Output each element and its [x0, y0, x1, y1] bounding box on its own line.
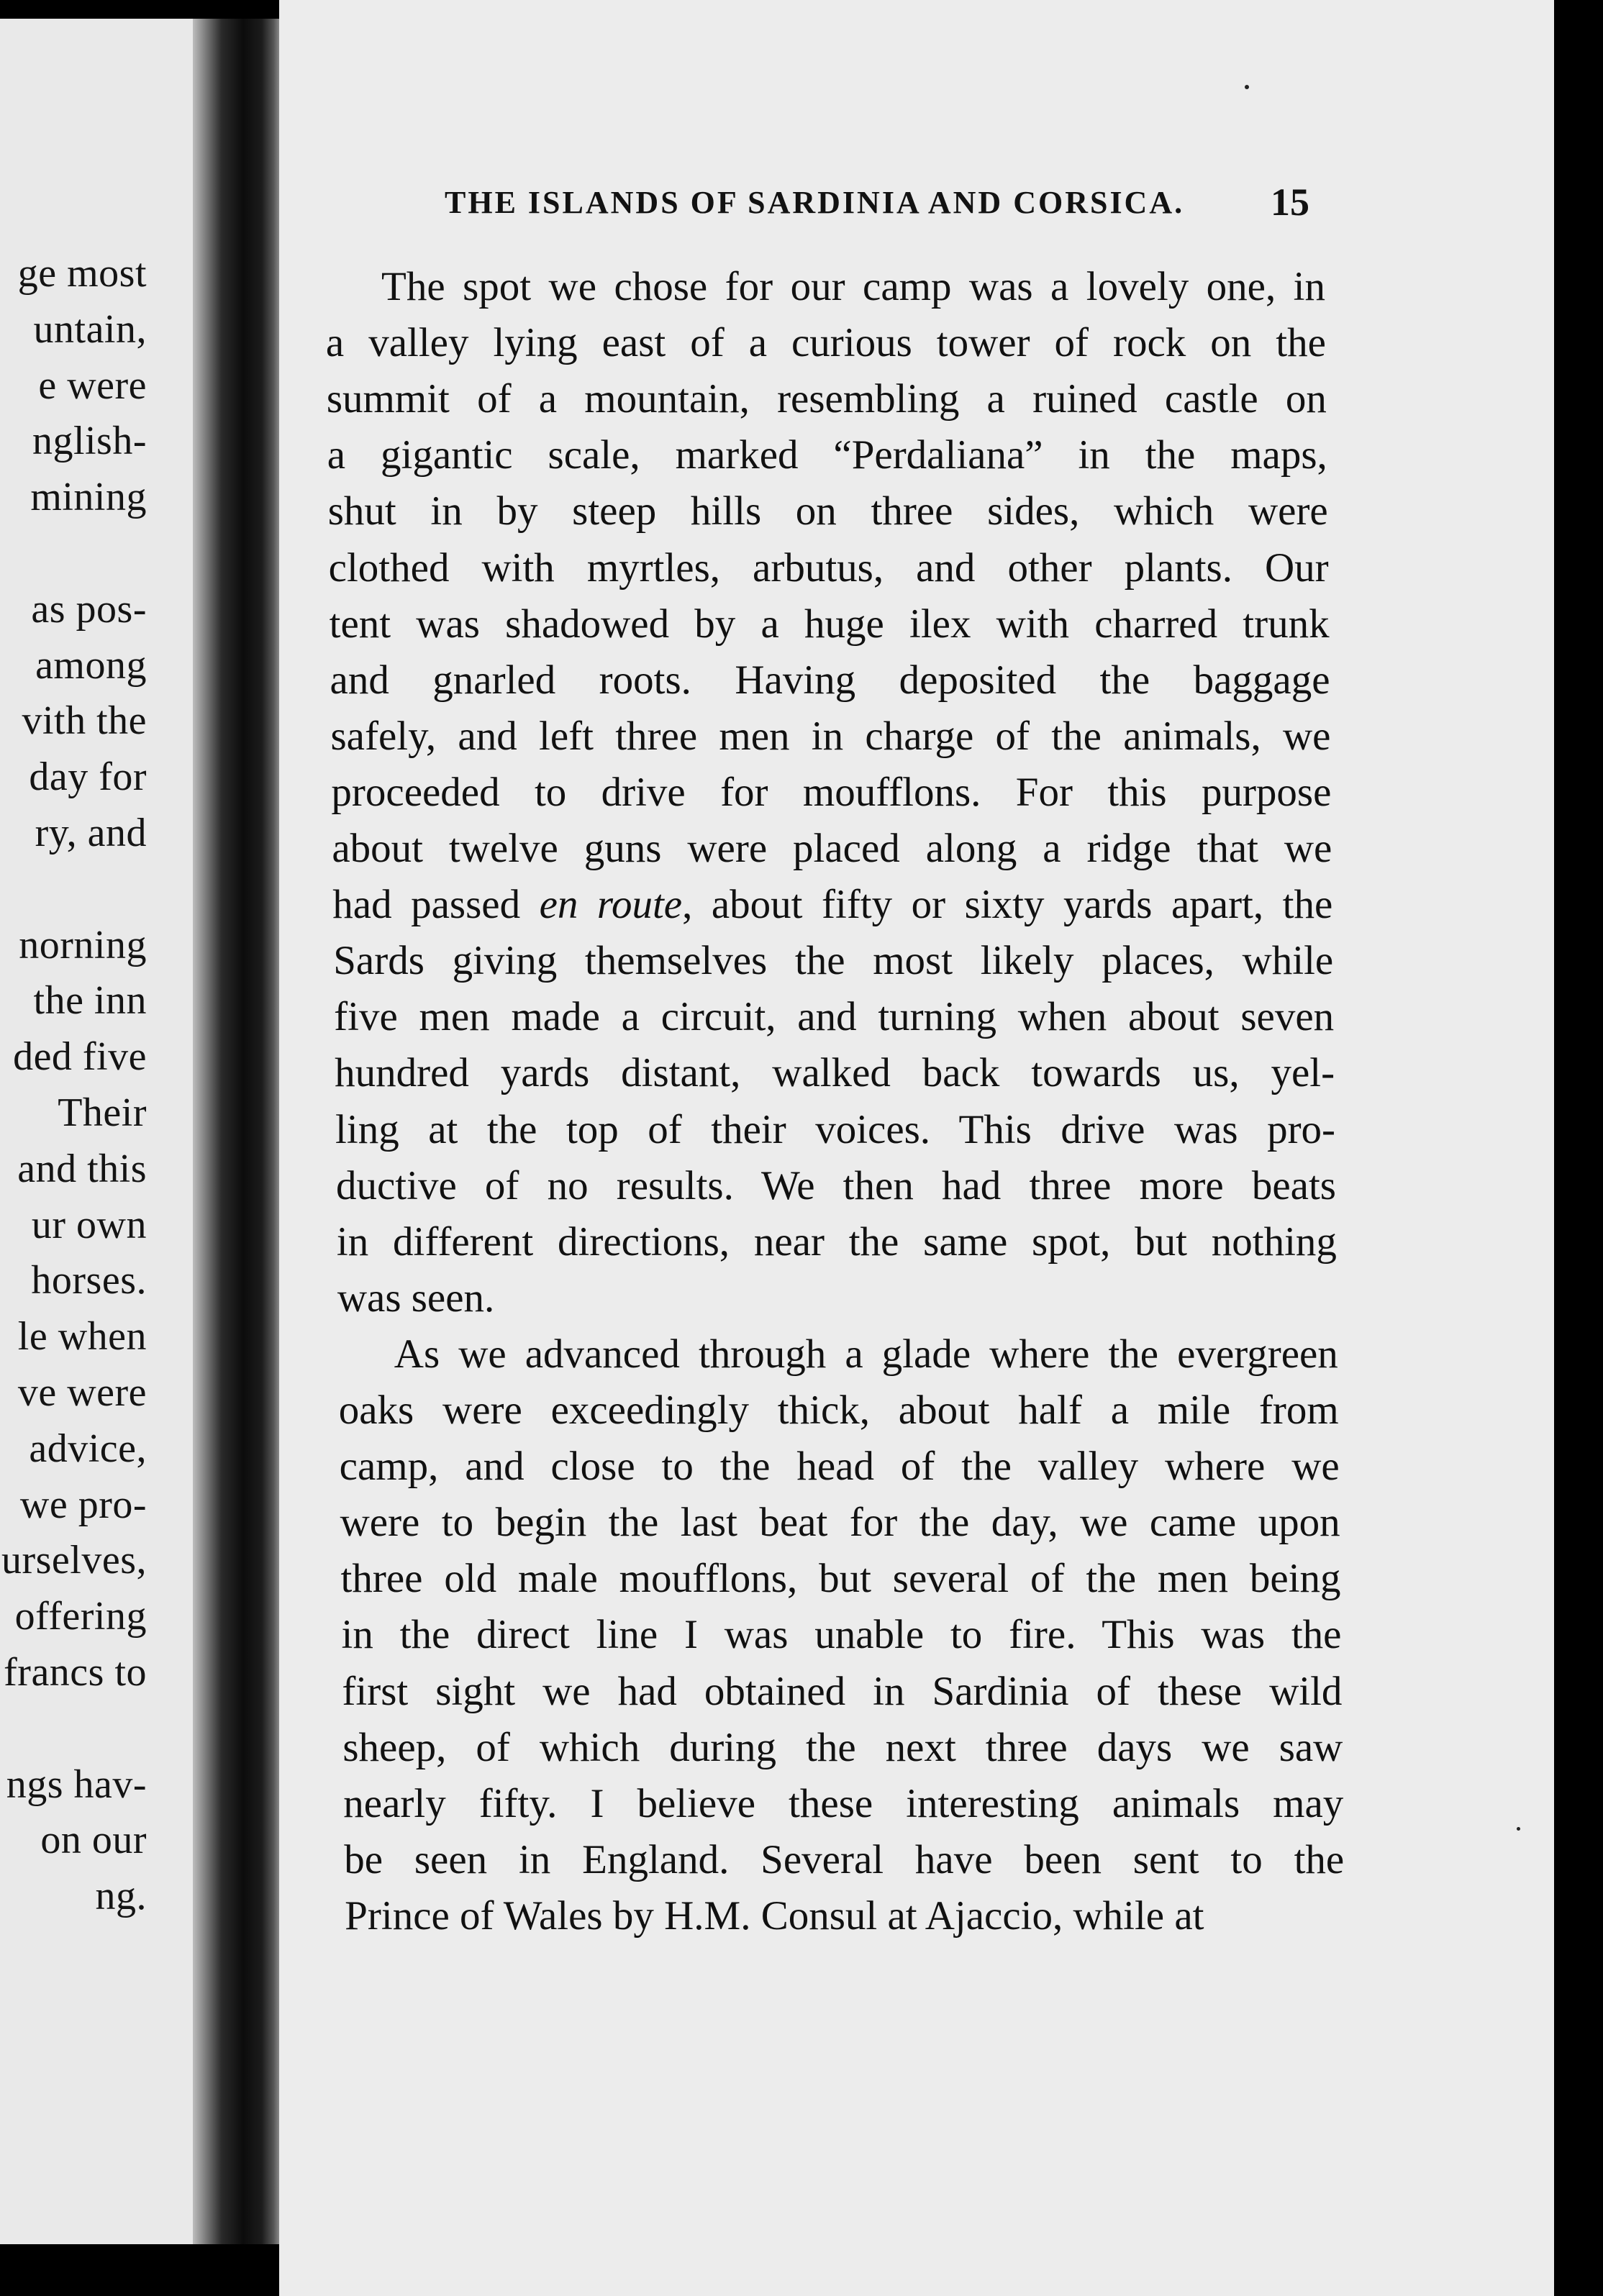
body-text-line: had passed en route, about fifty or sixty yards apart, the — [332, 882, 1333, 928]
body-text-line: camp, and close to the head of the valley where we — [339, 1444, 1340, 1490]
previous-page-line: we pro- — [19, 1482, 147, 1527]
body-text-line: Sards giving themselves the most likely places, while — [333, 938, 1334, 984]
body-text-line: about twelve guns were placed along a ridge that we — [332, 826, 1332, 871]
previous-page-line: untain, — [33, 306, 147, 352]
body-text-line: The spot we chose for our camp was a lovely one, in — [381, 264, 1325, 309]
previous-page-line: offering — [14, 1594, 147, 1639]
body-text-line: proceeded to drive for moufflons. For this purpose — [331, 769, 1332, 815]
previous-page-line: on our — [40, 1818, 147, 1863]
body-text-line: be seen in England. Several have been sent to the — [344, 1836, 1345, 1882]
body-text-line: shut in by steep hills on three sides, which were — [327, 488, 1328, 534]
previous-page-fragment — [0, 19, 193, 2244]
body-text-line: Prince of Wales by H.M. Consul at Ajaccio, while at — [345, 1892, 1204, 1939]
previous-page-line: ur own — [31, 1202, 147, 1247]
body-text-line: in different directions, near the same spot, but nothing — [336, 1218, 1337, 1265]
body-text-line: ductive of no results. We then had three more beats — [335, 1162, 1336, 1208]
body-text-line: summit of a mountain, resembling a ruined castle on — [326, 376, 1327, 422]
body-text-line: a gigantic scale, marked “Perdaliana” in the maps, — [327, 432, 1327, 478]
body-text-line: safely, and left three men in charge of the animals, we — [330, 713, 1331, 759]
previous-page-line: among — [35, 642, 147, 688]
body-text-line: ling at the top of their voices. This drive was pro- — [335, 1106, 1336, 1152]
previous-page-line: urselves, — [1, 1538, 147, 1583]
previous-page-line: horses. — [31, 1258, 147, 1303]
previous-page-line: e were — [38, 363, 147, 408]
previous-page-line: the inn — [33, 978, 147, 1024]
body-text-line: were to begin the last beat for the day, we came upon — [340, 1500, 1340, 1546]
body-text-line: was seen. — [337, 1275, 495, 1321]
previous-page-line: and this — [17, 1146, 147, 1191]
body-text-line: sheep, of which during the next three days we saw — [342, 1724, 1343, 1770]
body-text-line: a valley lying east of a curious tower of rock on the — [325, 320, 1326, 366]
previous-page-line: le when — [17, 1314, 147, 1359]
previous-page-line: nglish- — [32, 419, 147, 464]
previous-page-line: ng. — [95, 1874, 147, 1919]
previous-page-line: advice, — [29, 1426, 147, 1471]
previous-page-line: norning — [19, 922, 147, 967]
body-text-line: oaks were exceedingly thick, about half a mile from — [338, 1388, 1339, 1433]
scan-speck — [1245, 85, 1249, 89]
previous-page-line: Their — [58, 1090, 147, 1135]
previous-page-line: ded five — [13, 1034, 147, 1080]
previous-page-line: as pos- — [31, 586, 147, 632]
body-text-line: first sight we had obtained in Sardinia of these wild — [342, 1668, 1343, 1714]
previous-page-line: ngs hav- — [6, 1762, 147, 1807]
body-text-line: hundred yards distant, walked back towards us, yel- — [335, 1050, 1335, 1096]
body-text-line: nearly fifty. I believe these interesting animals may — [343, 1780, 1344, 1826]
body-text-line: in the direct line I was unable to fire. This was the — [341, 1612, 1342, 1658]
book-gutter — [193, 19, 279, 2244]
previous-page-line: vith the — [22, 698, 147, 744]
previous-page-line: ge most — [17, 251, 147, 296]
page-number: 15 — [1271, 181, 1309, 224]
previous-page-line: francs to — [4, 1650, 147, 1695]
previous-page-line: ry, and — [35, 811, 147, 855]
body-text-line: clothed with myrtles, arbutus, and other plants. Our — [328, 545, 1329, 591]
body-text-line: five men made a circuit, and turning when about seven — [334, 994, 1335, 1040]
previous-page-line: mining — [30, 475, 147, 520]
book-page — [279, 0, 1554, 2296]
scan-speck — [1517, 1827, 1520, 1831]
running-head: THE ISLANDS OF SARDINIA AND CORSICA. — [445, 185, 1185, 220]
page-edge-shadow — [1554, 0, 1603, 2296]
previous-page-line: day for — [29, 755, 147, 800]
body-text-line: tent was shadowed by a huge ilex with charred trunk — [329, 601, 1330, 647]
body-text-line: and gnarled roots. Having deposited the baggage — [330, 657, 1330, 703]
body-text-line: three old male moufflons, but several of the men being — [340, 1556, 1341, 1602]
previous-page-line: ve were — [17, 1370, 147, 1415]
italic-phrase: en route — [539, 882, 683, 928]
body-text-line: As we advanced through a glade where the evergreen — [394, 1331, 1338, 1377]
